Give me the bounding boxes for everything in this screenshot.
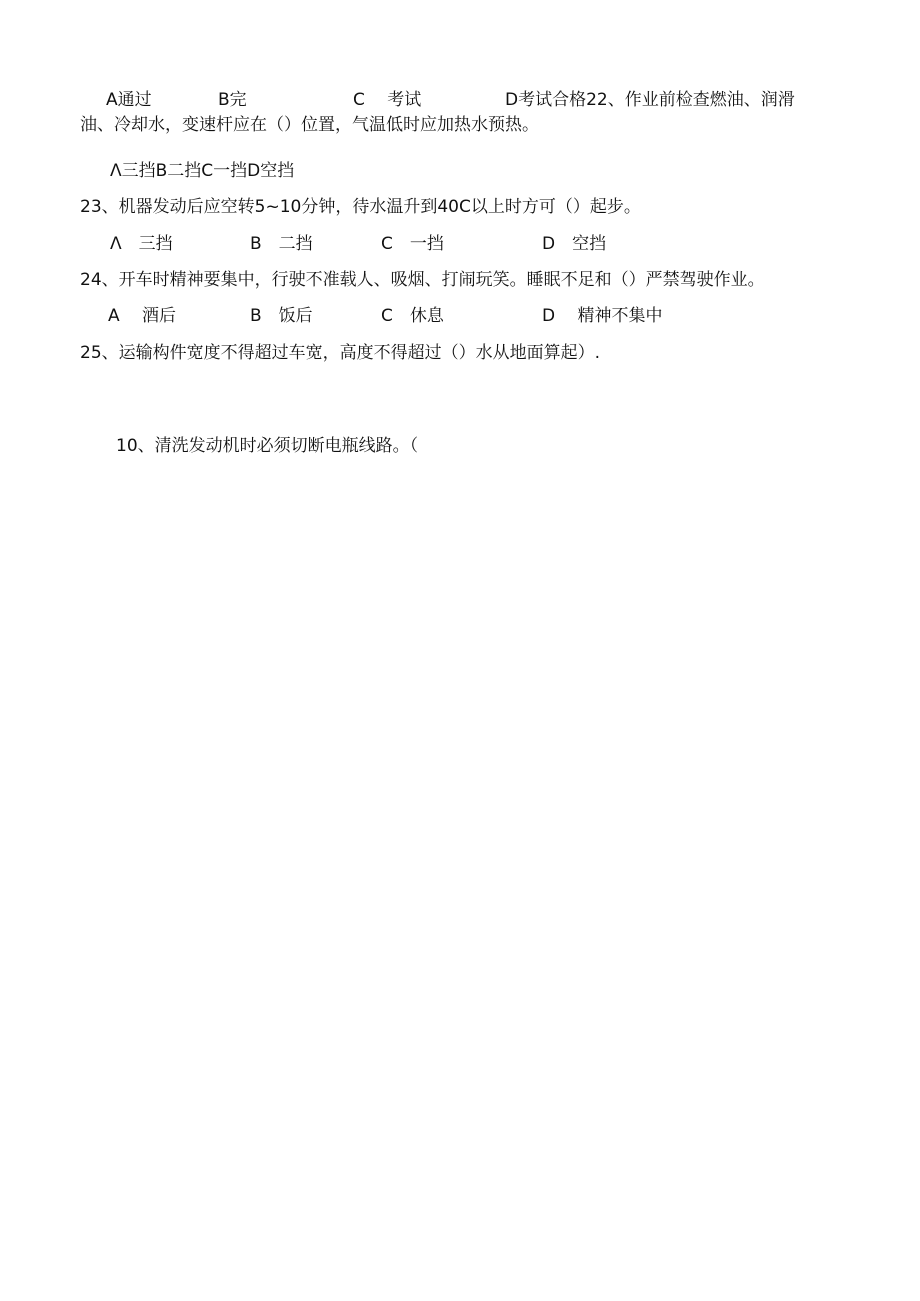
- question-25-text: 25、运输构件宽度不得超过车宽，高度不得超过（）水从地面算起）.: [80, 343, 601, 363]
- question-23-option-d: D 空挡: [542, 234, 607, 254]
- question-23-text: 23、机器发动后应空转5~10分钟，待水温升到40C以上时方可（）起步。: [80, 197, 641, 217]
- prev-option-a: A通过: [106, 90, 152, 110]
- question-22-line-2: 油、冷却水，变速杆应在（）位置，气温低时应加热水预热。: [80, 115, 539, 135]
- question-24-option-c: C 休息: [381, 306, 444, 326]
- prev-option-b: B完: [218, 90, 247, 110]
- question-24-option-a: A 酒后: [108, 306, 177, 326]
- question-24-text: 24、开车时精神要集中，行驶不准载人、吸烟、打闹玩笑。睡眠不足和（）严禁驾驶作业。: [80, 270, 765, 290]
- question-24-option-d: D 精神不集中: [542, 306, 663, 326]
- true-false-item-10: 10、清洗发动机时必须切断电瓶线路。（: [116, 436, 419, 456]
- question-23-option-b: B 二挡: [250, 234, 313, 254]
- question-23-option-a: Λ 三挡: [110, 234, 173, 254]
- prev-option-c: C 考试: [353, 90, 422, 110]
- question-23-option-c: C 一挡: [381, 234, 444, 254]
- question-24-option-b: B 饭后: [250, 306, 313, 326]
- prev-option-d-and-question-22: D考试合格22、作业前检查燃油、润滑: [505, 90, 795, 110]
- question-22-options: Λ三挡B二挡C一挡D空挡: [110, 161, 295, 181]
